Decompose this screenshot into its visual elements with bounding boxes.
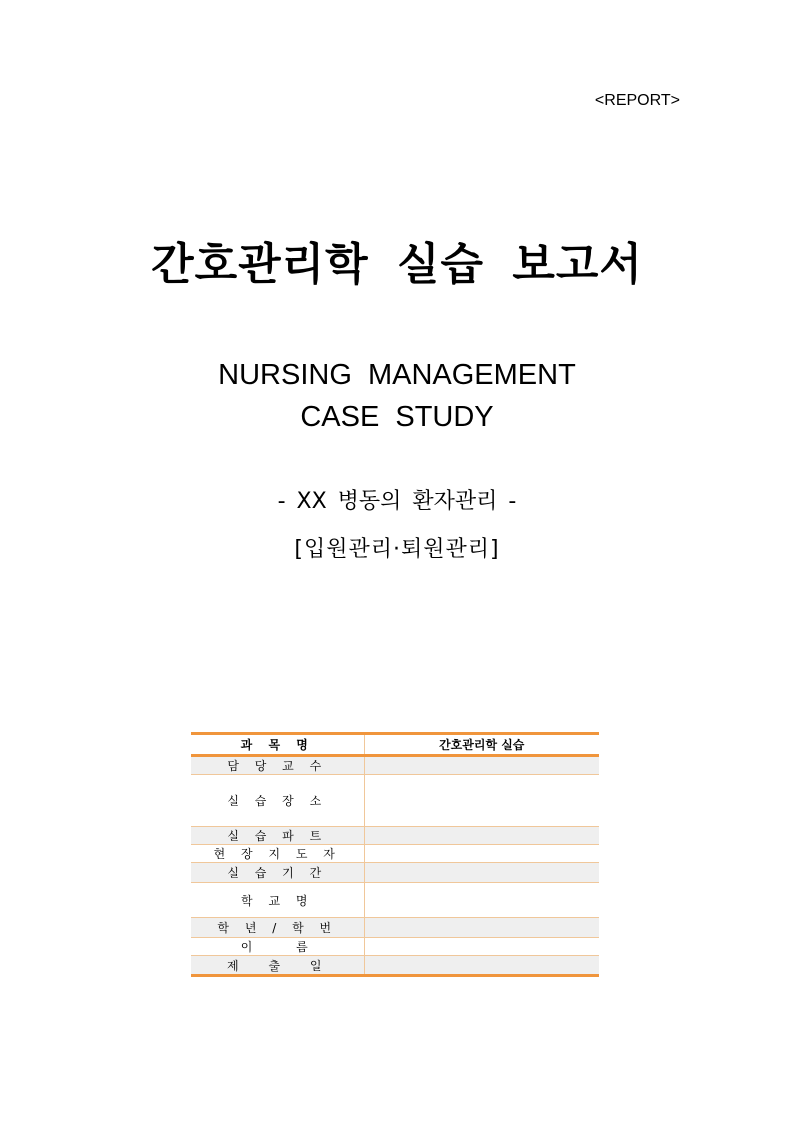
table-row [191,756,599,775]
submit-date-value [364,956,599,976]
info-table [191,732,599,977]
table-row [191,918,599,938]
course-label: 과 목 명 [191,734,364,756]
report-tag: <REPORT> [594,92,680,109]
period-label: 실 습 기 간 [191,863,364,883]
period-value [364,863,599,883]
english-title-line-1: NURSING MANAGEMENT [218,359,576,391]
table-row [191,827,599,845]
page-title: 간호관리학 실습 보고서 [151,239,643,290]
professor-label: 담 당 교 수 [191,756,364,775]
table-header-row [191,734,599,756]
location-value [364,775,599,827]
english-title [0,354,794,438]
table-row [191,956,599,976]
supervisor-value [364,845,599,863]
table-row [191,775,599,827]
supervisor-label: 현 장 지 도 자 [191,845,364,863]
submit-date-label: 제 출 일 [191,956,364,976]
table-row [191,883,599,918]
subtitle-bracket: [입원관리·퇴원관리] [294,537,500,562]
course-value: 간호관리학 실습 [364,734,599,756]
grade-id-value [364,918,599,938]
part-label: 실 습 파 트 [191,827,364,845]
name-label: 이 름 [191,938,364,956]
name-value [364,938,599,956]
table-row [191,845,599,863]
table-row [191,863,599,883]
grade-id-label: 학 년 / 학 번 [191,918,364,938]
school-value [364,883,599,918]
subtitle: - XX 병동의 환자관리 - [277,489,517,514]
school-label: 학 교 명 [191,883,364,918]
location-label: 실 습 장 소 [191,775,364,827]
part-value [364,827,599,845]
table-row [191,938,599,956]
professor-value [364,756,599,775]
english-title-line-2: CASE STUDY [300,401,494,433]
